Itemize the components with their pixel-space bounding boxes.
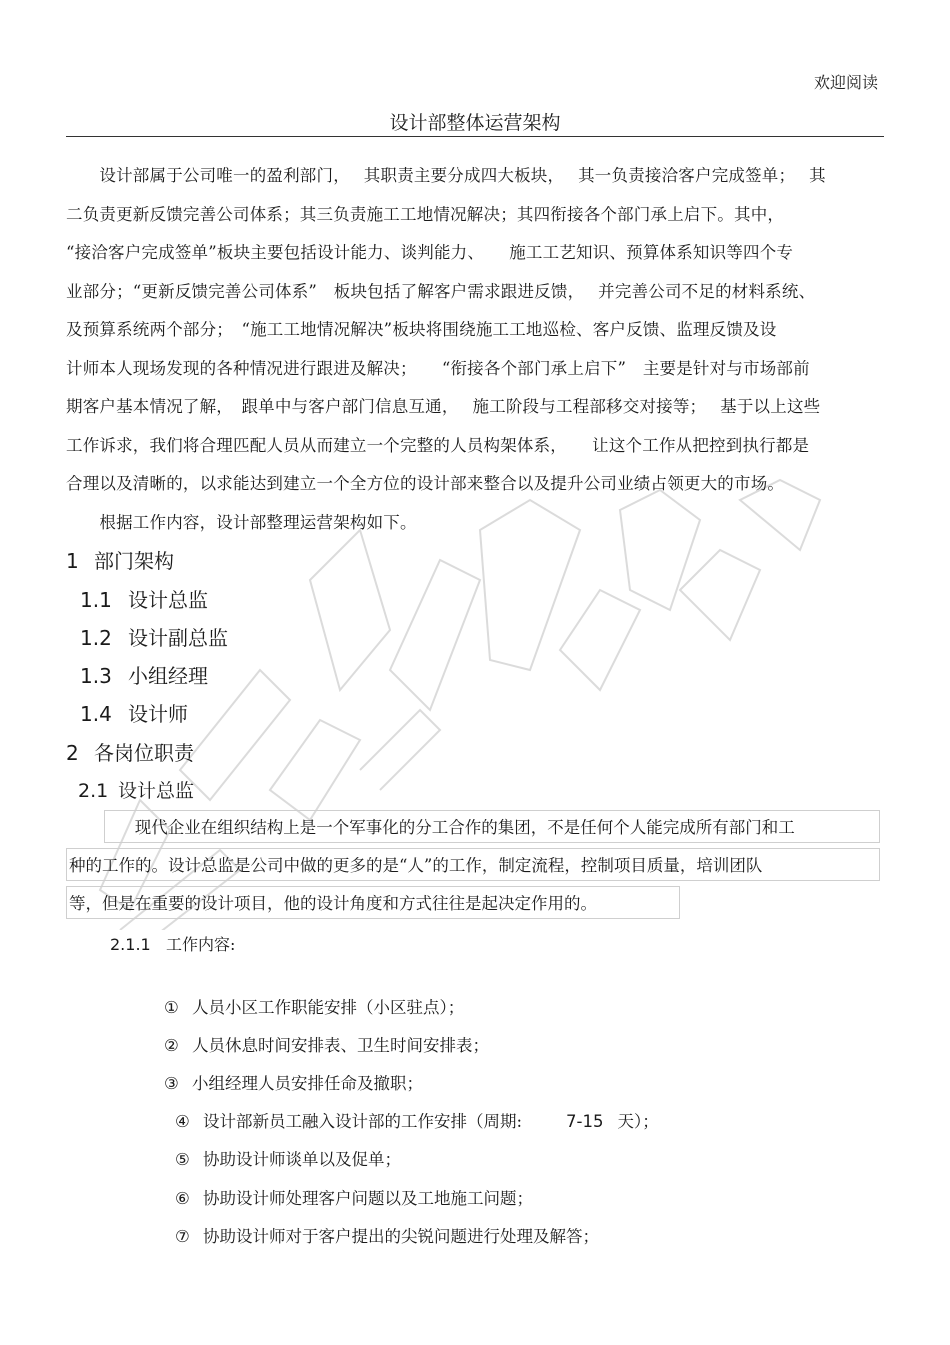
list-text: 人员休息时间安排表、卫生时间安排表； [191,1036,489,1055]
subsection-number: 1.1 [80,588,112,612]
description-line: 等，但是在重要的设计项目，他的设计角度和方式往往是起决定作用的。 [66,886,680,919]
subsection-number: 2.1 [78,780,109,802]
subsection-label: 小组经理 [128,664,208,688]
header-welcome-text: 欢迎阅读 [813,73,878,92]
intro-line: 及预算系统两个部分； “施工工地情况解决”板块将围绕施工工地巡检、客户反馈、监理反馈及设 [66,320,777,339]
subsection-heading [80,663,208,689]
subsection-number: 1.4 [80,702,112,726]
section-heading-2 [66,740,194,766]
section-number: 1 [66,549,79,573]
subsection-label: 设计师 [128,702,188,726]
list-item [154,1201,599,1273]
heading-number: 2.1.1 [110,935,151,954]
list-text: 协助设计师处理客户问题以及工地施工问题； [202,1189,533,1208]
work-content-heading [110,933,235,957]
summary-line: 根据工作内容，设计部整理运营架构如下。 [66,513,417,532]
subsection-heading [78,778,194,804]
list-marker: ⑤ [174,1150,190,1169]
subsection-label: 设计总监 [118,780,195,802]
list-marker: ④ [174,1112,190,1131]
section-number: 2 [66,741,79,765]
description-line: 现代企业在组织结构上是一个军事化的分工合作的集团，不是任何个人能完成所有部门和工 [104,810,880,843]
subsection-number: 1.3 [80,664,112,688]
section-label: 各岗位职责 [94,741,194,765]
subsection-heading [80,701,188,727]
subsection-label: 设计总监 [128,588,208,612]
subsection-label: 设计副总监 [128,626,228,650]
intro-line: 业部分；“更新反馈完善公司体系” 板块包括了解客户需求跟进反馈， 并完善公司不足的材料系统、 [66,281,816,301]
list-text: 人员小区工作职能安排（小区驻点）； [191,998,465,1017]
list-text: 协助设计师谈单以及促单； [202,1150,401,1169]
intro-line: 期客户基本情况了解， 跟单中与客户部门信息互通， 施工阶段与工程部移交对接等； 基于以上这些 [66,397,821,416]
intro-line: 工作诉求，我们将合理匹配人员从而建立一个完整的人员构架体系， 让这个工作从把控到执行都是 [66,435,810,455]
heading-label: 工作内容: [166,935,236,954]
list-marker: ① [163,998,179,1017]
subsection-heading [80,587,208,613]
list-marker: ② [163,1036,179,1055]
subsection-number: 1.2 [80,626,112,650]
list-marker: ⑦ [174,1227,190,1246]
subsection-heading [80,625,228,651]
intro-line: 二负责更新反馈完善公司体系；其三负责施工工地情况解决；其四衔接各个部门承上启下。其中， [66,204,785,224]
list-text: 小组经理人员安排任命及撤职； [191,1074,423,1093]
intro-line: 合理以及清晰的，以求能达到建立一个全方位的设计部来整合以及提升公司业绩占领更大的市场。 [66,474,785,493]
section-heading-1 [66,548,174,574]
intro-line: 设计部属于公司唯一的盈利部门， 其职责主要分成四大板块， 其一负责接洽客户完成签单； 其 [66,166,826,185]
intro-line: 计师本人现场发现的各种情况进行跟进及解决； “衔接各个部门承上启下” 主要是针对与市场部前 [66,358,810,378]
description-line: 种的工作的。设计总监是公司中做的更多的是“人”的工作，制定流程，控制项目质量，培训团队 [66,848,880,881]
list-text: 协助设计师对于客户提出的尖锐问题进行处理及解答； [202,1227,599,1246]
section-label: 部门架构 [94,549,174,573]
document-title: 设计部整体运营架构 [66,110,884,137]
summary-paragraph [66,504,884,543]
intro-line: “接洽客户完成签单”板块主要包括设计能力、谈判能力、 施工工艺知识、预算体系知识等四个专 [66,243,794,262]
list-marker: ③ [163,1074,179,1093]
period-range: 7-15 [566,1112,604,1131]
list-marker: ⑥ [174,1189,190,1208]
list-text: 设计部新员工融入设计部的工作安排（周期: [202,1112,523,1131]
list-text-tail: 天）； [617,1112,659,1131]
intro-paragraph [66,157,884,504]
